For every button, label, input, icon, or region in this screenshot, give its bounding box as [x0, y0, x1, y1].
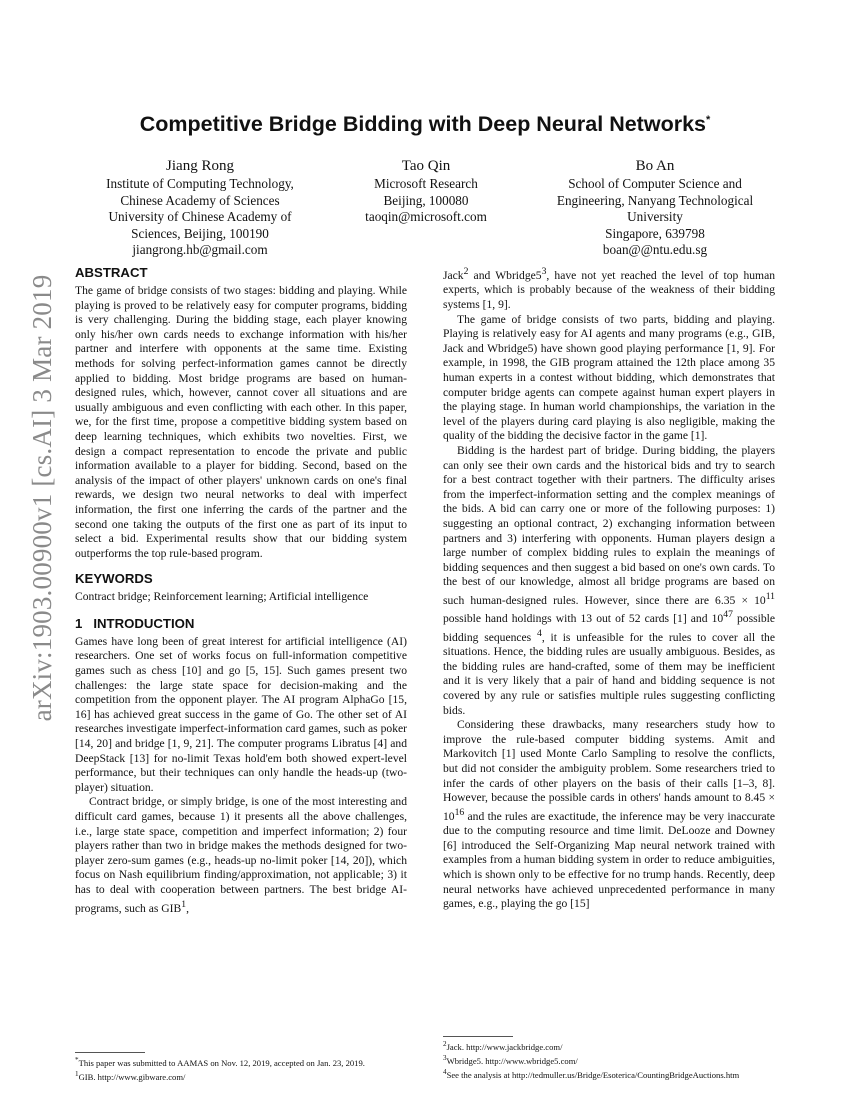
- author-affiliation-line: Sciences, Beijing, 100190: [131, 225, 269, 241]
- author-affiliation-line: Institute of Computing Technology,: [106, 176, 294, 191]
- author-affiliation-line: Singapore, 639798: [605, 225, 705, 241]
- text-run: possible bidding sequences: [443, 612, 775, 644]
- author-block-2: [336, 157, 516, 226]
- exponent: 16: [454, 806, 465, 818]
- text-run: , it is unfeasible for the rules to cover all the situations. Hence, the bidding rules are usually ambiguous. Besides, as the bidding rules are hand-crafted, some of them may be inefficient and it is very likely that a pair of hand and bidding sequence is not covered by any rule or satisfies multiple rules suggesting conflicting bids.: [443, 630, 775, 717]
- left-column: [75, 265, 407, 916]
- introduction-heading: 1 INTRODUCTION: [75, 615, 195, 631]
- author-affiliation-line: School of Computer Science and: [568, 176, 742, 191]
- right-paragraph-0: [443, 265, 775, 313]
- text-run: Considering these drawbacks, many researchers study how to improve the rule-based computer bidding systems. Amit and Markovitch [1] used Monte Carlo Sampling to resolve the conflicts, but did not consider the ambiguity problem. Some researchers tried to infer the cards of other players on the basis of their calls [1–3, 8]. However, because the possible cards in others' hands amount to 8.45 × 10: [443, 718, 775, 823]
- footnote-text: Wbridge5. http://www.wbridge5.com/: [446, 1055, 578, 1066]
- intro-paragraph-2: [75, 795, 407, 916]
- footnotes-right: [443, 1036, 783, 1081]
- title-text: Competitive Bridge Bidding with Deep Neural Networks: [139, 112, 706, 136]
- author-email: taoqin@microsoft.com: [365, 209, 487, 225]
- author-affiliation-line: University: [627, 209, 683, 225]
- keywords-text: Contract bridge; Reinforcement learning; Artificial intelligence: [75, 590, 369, 604]
- right-paragraph-1: The game of bridge consists of two parts, bidding and playing. Playing is relatively easy for AI agents and many programs (e.g., GIB, Jack and Wbridge5) have shown good playing performance [1, 9]. For example, in 1998, the GIB program attained the 12th place among 35 human experts in a contest without bidding, which demonstrates that computer bridge agents can compete against human expert players in the playing stage. In human world championships, the variation in the level of the players during card playing is also negligible, making the quality of the bidding the decisive factor in the game [1].: [443, 312, 775, 443]
- text-run: , have not yet reached the level of top human experts, which is probably because of the weakness of their bidding systems [1, 9].: [443, 268, 776, 312]
- author-name: Jiang Rong: [166, 158, 234, 174]
- footnote-ref: 3: [541, 266, 547, 277]
- arxiv-stamp: arXiv:1903.00900v1 [cs.AI] 3 Mar 2019: [27, 274, 57, 722]
- footnote-mark: 1: [75, 1069, 79, 1078]
- footnote-mark: 2: [443, 1040, 447, 1048]
- right-column: [443, 265, 775, 912]
- footnote-text: GIB. http://www.gibware.com/: [78, 1071, 186, 1082]
- footnote: [443, 1067, 783, 1081]
- footnote-rule: [75, 1052, 145, 1053]
- footnote: [75, 1069, 415, 1083]
- footnote-ref: 1: [181, 898, 187, 910]
- text-run: possible hand holdings with 13 out of 52 cards [1] and 10: [443, 612, 724, 626]
- text-run: Jack: [443, 268, 464, 282]
- author-block-3: [535, 157, 775, 259]
- author-name: Tao Qin: [401, 158, 451, 174]
- author-affiliation-line: Beijing, 100080: [383, 192, 469, 208]
- author-affiliation-line: Chinese Academy of Sciences: [120, 192, 280, 208]
- text-run: Bidding is the hardest part of bridge. During bidding, the players can only see their own cards and the historical bids and try to search for a best contract together with their partners. The difficulty arises from the imperfect-information setting and the complex meanings of the bids. A bid can carry one or more of the following purposes: 1) suggesting an optional contract, 2) exchanging information between partners and 3) interfering with opponents. Human players design a large number of complex bidding rules to explain the meanings of bidding sequences and then suggest a bid based on one's own cards. To the best of our knowledge, almost all bridge programs are based on such human-designed rules. However, since there are 6.35 × 10: [443, 443, 775, 607]
- footnote-mark: *: [75, 1056, 79, 1064]
- intro-paragraph-2-text: Contract bridge, or simply bridge, is one of the most interesting and difficult card games, because 1) it presents all the above challenges, i.e., large state space, competition and imperfect information; 2) four players rather than two in bridge makes the methods designed for two-player zero-sum games (e.g., heads-up no-limit poker [14, 20]), which focus on Nash equilibrium finding/approximation, not applicable; 3) it has to deal with cooperation between partners. The best bridge AI-programs, such as GIB: [75, 795, 407, 915]
- author-email: boan@@ntu.edu.sg: [602, 242, 708, 258]
- author-email: jiangrong.hb@gmail.com: [132, 242, 268, 258]
- footnote-ref: 4: [536, 627, 542, 639]
- author-affiliation-line: University of Chinese Academy of: [108, 209, 292, 225]
- author-block-1: [87, 157, 313, 259]
- footnote-rule: [443, 1036, 513, 1037]
- exponent: 11: [765, 590, 775, 602]
- abstract-heading: ABSTRACT: [75, 265, 148, 280]
- footnote: [75, 1055, 415, 1069]
- text-run: and the rules are exactitude, the inference may be very inaccurate due to the computing resource and time limit. DeLooze and Downey [6] introduced the Self-Organizing Map neural network trained with examples from a human bidding system in order to reduce ambiguities, which is shown only to be effective for no trump hands. Recently, deep neural networks have achieved unprecedented performance in many games, e.g., playing the go [15]: [443, 809, 775, 911]
- keywords-heading: KEYWORDS: [75, 571, 153, 587]
- author-affiliation-line: Microsoft Research: [374, 176, 478, 191]
- footnote-mark: 4: [443, 1067, 447, 1076]
- right-paragraph-3: [443, 718, 775, 912]
- author-name: Bo An: [635, 158, 675, 174]
- author-affiliation-line: Engineering, Nanyang Technological: [556, 192, 754, 208]
- right-paragraph-2: [443, 444, 775, 718]
- footnote: [443, 1053, 783, 1067]
- footnote-text: Jack. http://www.jackbridge.com/: [446, 1041, 563, 1052]
- intro-paragraph-2-end: ,: [186, 901, 189, 915]
- footnote-ref: 2: [463, 266, 469, 277]
- footnotes-left: [75, 1052, 415, 1083]
- footnote-text: See the analysis at http://tedmuller.us/Bridge/Esoterica/CountingBridgeAuctions.htm: [446, 1069, 740, 1080]
- text-run: and Wbridge5: [468, 268, 542, 282]
- intro-paragraph-1: Games have long been of great interest for artificial intelligence (AI) researchers. One set of works focus on full-information competitive games such as chess [10] and go [5, 15]. Such games present two challenges: the large state space for decision-making and the competition from the opponent player. The AI program AlphaGo [15, 16] has achieved great success in the game of Go. The other set of AI researches investigate imperfect-information card games, such as poker [14, 20] and bridge [1, 9, 21]. The computer programs Libratus [4] and DeepStack [13] for no-limit Texas hold'em both showed expert-level performance, but their techniques can only handle the heads-up (two-player) situation.: [75, 634, 407, 794]
- paper-title: [75, 112, 775, 137]
- footnote-text: This paper was submitted to AAMAS on Nov. 12, 2019, accepted on Jan. 23, 2019.: [78, 1057, 365, 1068]
- exponent: 47: [723, 609, 733, 621]
- abstract-text: The game of bridge consists of two stages: bidding and playing. While playing is proved to be relatively easy for computer programs, bidding is very challenging. During the bidding stage, each player knowing only his/her own cards needs to exchange information with his/her partner and interfere with opponents at the same time. Existing methods for solving perfect-information games cannot be directly applied to bidding. Most bridge programs are based on human-designed rules, which, however, cannot cover all situations and are usually ambiguous and even conflicting with each other. In this paper, we, for the first time, propose a competitive bidding system based on deep learning techniques, which exhibits two novelties. First, we design a compact representation to encode the private and public information available to a player for bidding. Second, based on the analysis of the impact of other players' unknown cards on one's final rewards, we design two neural networks to deal with imperfect information, the first one inferring the cards of the partner and the second one taking the outputs of the first one as part of its input to select a bid. Experimental results show that our bidding system outperforms the top rule-based program.: [75, 284, 407, 560]
- footnote-mark: 3: [443, 1053, 447, 1062]
- footnote: [443, 1039, 783, 1053]
- title-footnote-mark: *: [705, 113, 711, 126]
